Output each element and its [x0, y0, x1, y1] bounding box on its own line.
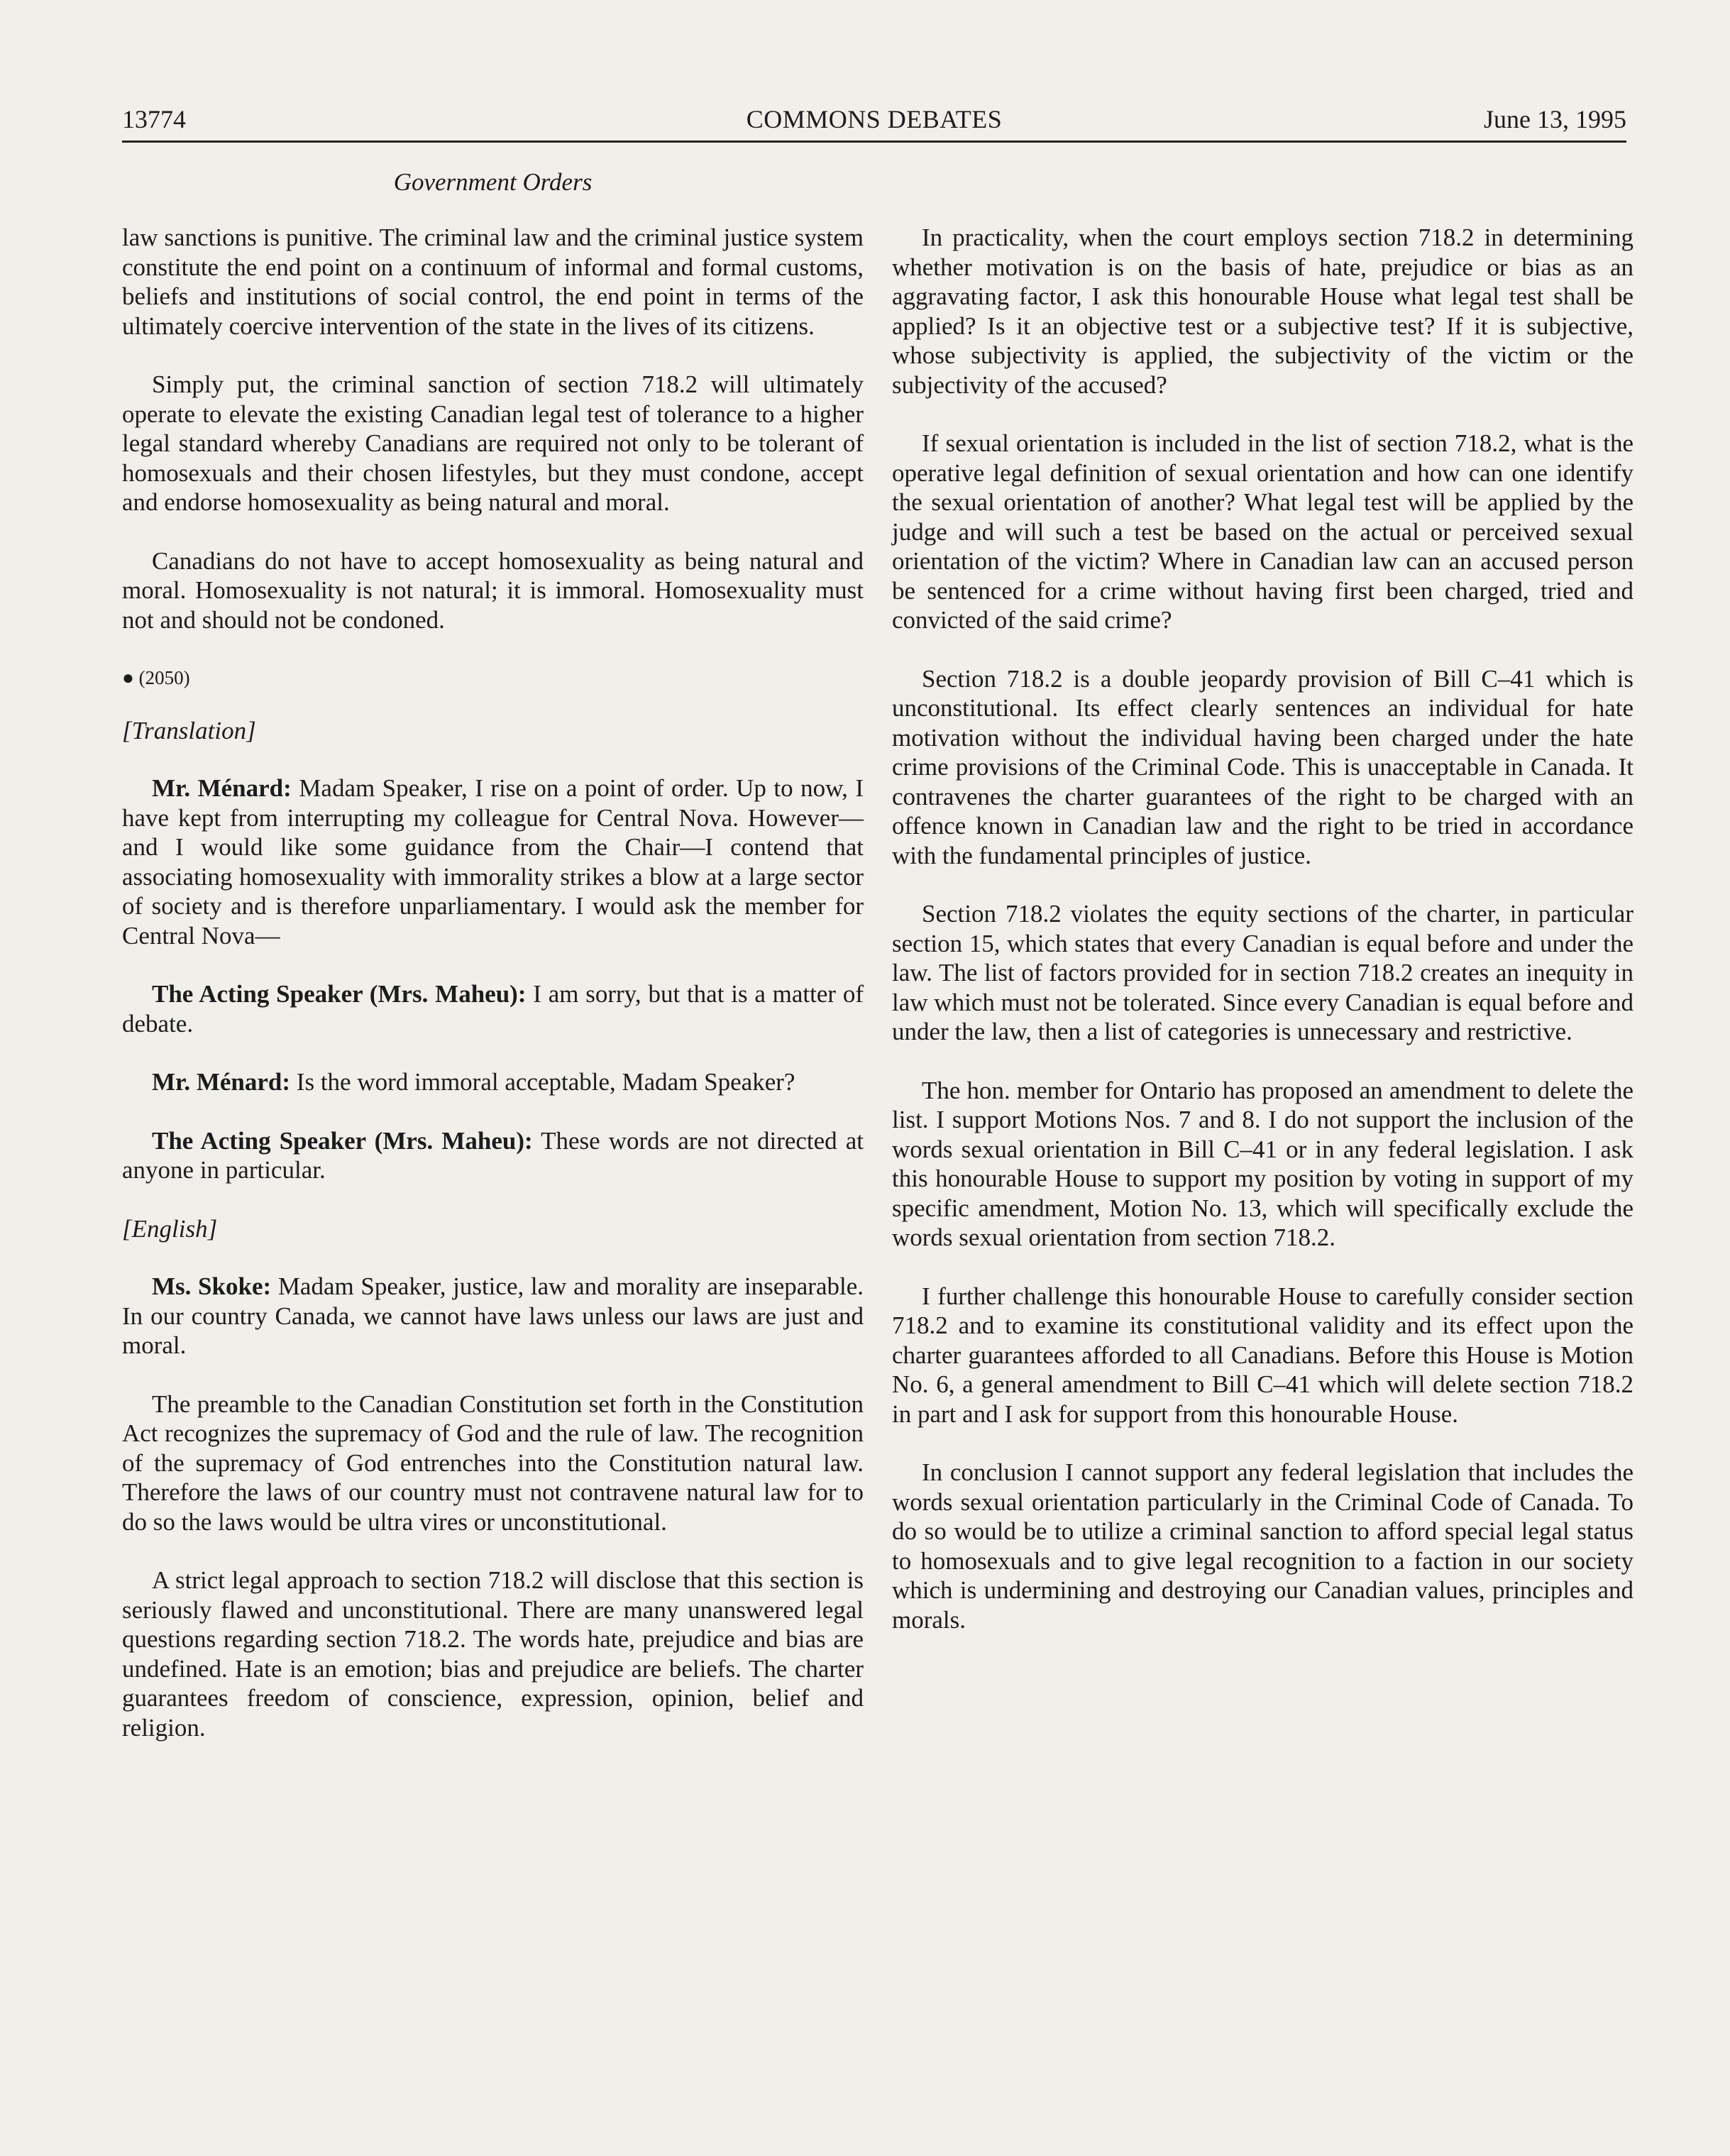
speech-paragraph	[122, 1272, 864, 1360]
speaker-name: Mr. Ménard:	[152, 1068, 291, 1096]
speech-text: I am sorry, but that is a matter of debate.	[122, 980, 864, 1038]
speech-paragraph	[122, 979, 864, 1038]
right-column	[892, 223, 1633, 1663]
bullet-icon: ●	[122, 667, 134, 689]
speech-text: Madam Speaker, I rise on a point of order. Up to now, I have kept from interrupting my colleague for Central Nova. However—and I would like some guidance from the Chair—I contend that associating homosexuality with immorality strikes a blow at a large sector of society and is therefore unparliamentary. I would ask the member for Central Nova—	[122, 774, 864, 950]
speaker-name: The Acting Speaker (Mrs. Maheu):	[152, 1126, 533, 1155]
paragraph: In practicality, when the court employs section 718.2 in determining whether motivation is on the basis of hate, prejudice or bias as an aggravating factor, I ask this honourable House what legal test shall be applied? Is it an objective test or a subjective test? If it is subjective, whose subjectivity is applied, the subjectivity of the victim or the subjectivity of the accused?	[892, 224, 1633, 399]
header-date: June 13, 1995	[1484, 105, 1626, 133]
speaker-name: Mr. Ménard:	[152, 774, 292, 802]
page-header	[122, 98, 1626, 141]
paragraph: Section 718.2 is a double jeopardy provision of Bill C–41 which is unconstitutional. Its effect clearly sentences an individual for hate motivation without the individual having been charged under the hate crime provisions of the Criminal Code. This is unacceptable in Canada. It contravenes the charter guarantees of the right to be charged with an offence known in Canadian law and the right to be tried in accordance with the fundamental principles of justice.	[892, 664, 1633, 869]
header-rule	[122, 141, 1626, 143]
paragraph: Section 718.2 violates the equity sections of the charter, in particular section 15, which states that every Canadian is equal before and under the law. The list of factors provided for in section 718.2 creates an inequity in law which must not be tolerated. Since every Canadian is equal before and under the law, then a list of categories is unnecessary and restrictive.	[892, 900, 1633, 1045]
speech-text: Is the word immoral acceptable, Madam Speaker?	[290, 1068, 795, 1096]
time-marker	[122, 664, 864, 693]
time-marker-text: (2050)	[138, 667, 190, 688]
paragraph: I further challenge this honourable House to carefully consider section 718.2 and to examine its constitutional validity and its effect upon the charter guarantees afforded to all Canadians. Before this House is Motion No. 6, a general amendment to Bill C–41 which will delete section 718.2 in part and I ask for support from this honourable House.	[892, 1282, 1633, 1428]
paragraph: In conclusion I cannot support any federal legislation that includes the words sexual orientation particularly in the Criminal Code of Canada. To do so would be to utilize a criminal sanction to afford special legal status to homosexuals and to give legal recognition to a faction in our society which is undermining and destroying our Canadian values, principles and morals.	[892, 1458, 1633, 1634]
page-number: 13774	[122, 105, 186, 133]
paragraph: The hon. member for Ontario has proposed an amendment to delete the list. I support Motions Nos. 7 and 8. I do not support the inclusion of the words sexual orientation in Bill C–41 or in any federal legislation. I ask this honourable House to support my position by voting in support of my specific amendment, Motion No. 13, which will specifically exclude the words sexual orientation from section 718.2.	[892, 1076, 1633, 1251]
paragraph: The preamble to the Canadian Constitution set forth in the Constitution Act recognizes the supremacy of God and the rule of law. The recognition of the supremacy of God entrenches into the Constitution natural law. Therefore the laws of our country must not contravene natural law for to do so the laws would be ultra vires or unconstitutional.	[122, 1390, 864, 1536]
paragraph: A strict legal approach to section 718.2 will disclose that this section is seriously flawed and unconstitutional. There are many unanswered legal questions regarding section 718.2. The words hate, prejudice and bias are undefined. Hate is an emotion; bias and prejudice are beliefs. The charter guarantees freedom of conscience, expression, opinion, belief and religion.	[122, 1566, 864, 1742]
english-label: [English]	[122, 1214, 218, 1243]
speech-text: Madam Speaker, justice, law and morality are inseparable. In our country Canada, we cannot have laws unless our laws are just and moral.	[122, 1272, 864, 1359]
translation-label: [Translation]	[122, 716, 256, 744]
publication-title: COMMONS DEBATES	[746, 105, 1003, 133]
paragraph: law sanctions is punitive. The criminal law and the criminal justice system constitute the end point on a continuum of informal and formal customs, beliefs and institutions of social control, the end point in terms of the ultimately coercive intervention of the state in the lives of its citizens.	[122, 224, 864, 340]
paragraph: Canadians do not have to accept homosexuality as being natural and moral. Homosexuality is not natural; it is immoral. Homosexuality must not and should not be condoned.	[122, 546, 864, 634]
speaker-name: Ms. Skoke:	[152, 1272, 272, 1300]
speech-paragraph	[122, 1126, 864, 1185]
paragraph: If sexual orientation is included in the list of section 718.2, what is the operative legal definition of sexual orientation and how can one identify the sexual orientation of another? What legal test will be applied by the judge and will such a test be based on the actual or perceived sexual orientation of the victim? Where in Canadian law can an accused person be sentenced for a crime without having first been charged, tried and convicted of the said crime?	[892, 429, 1633, 634]
speech-paragraph	[122, 774, 864, 950]
speech-text: These words are not directed at anyone in particular.	[122, 1126, 864, 1184]
section-title: Government Orders	[393, 168, 593, 196]
speaker-name: The Acting Speaker (Mrs. Maheu):	[152, 980, 527, 1008]
speech-paragraph	[122, 1067, 864, 1097]
left-column	[122, 223, 864, 1771]
paragraph: Simply put, the criminal sanction of section 718.2 will ultimately operate to elevate the existing Canadian legal test of tolerance to a higher legal standard whereby Canadians are required not only to be tolerant of homosexuals and their chosen lifestyles, but they must condone, accept and endorse homosexuality as being natural and moral.	[122, 370, 864, 516]
